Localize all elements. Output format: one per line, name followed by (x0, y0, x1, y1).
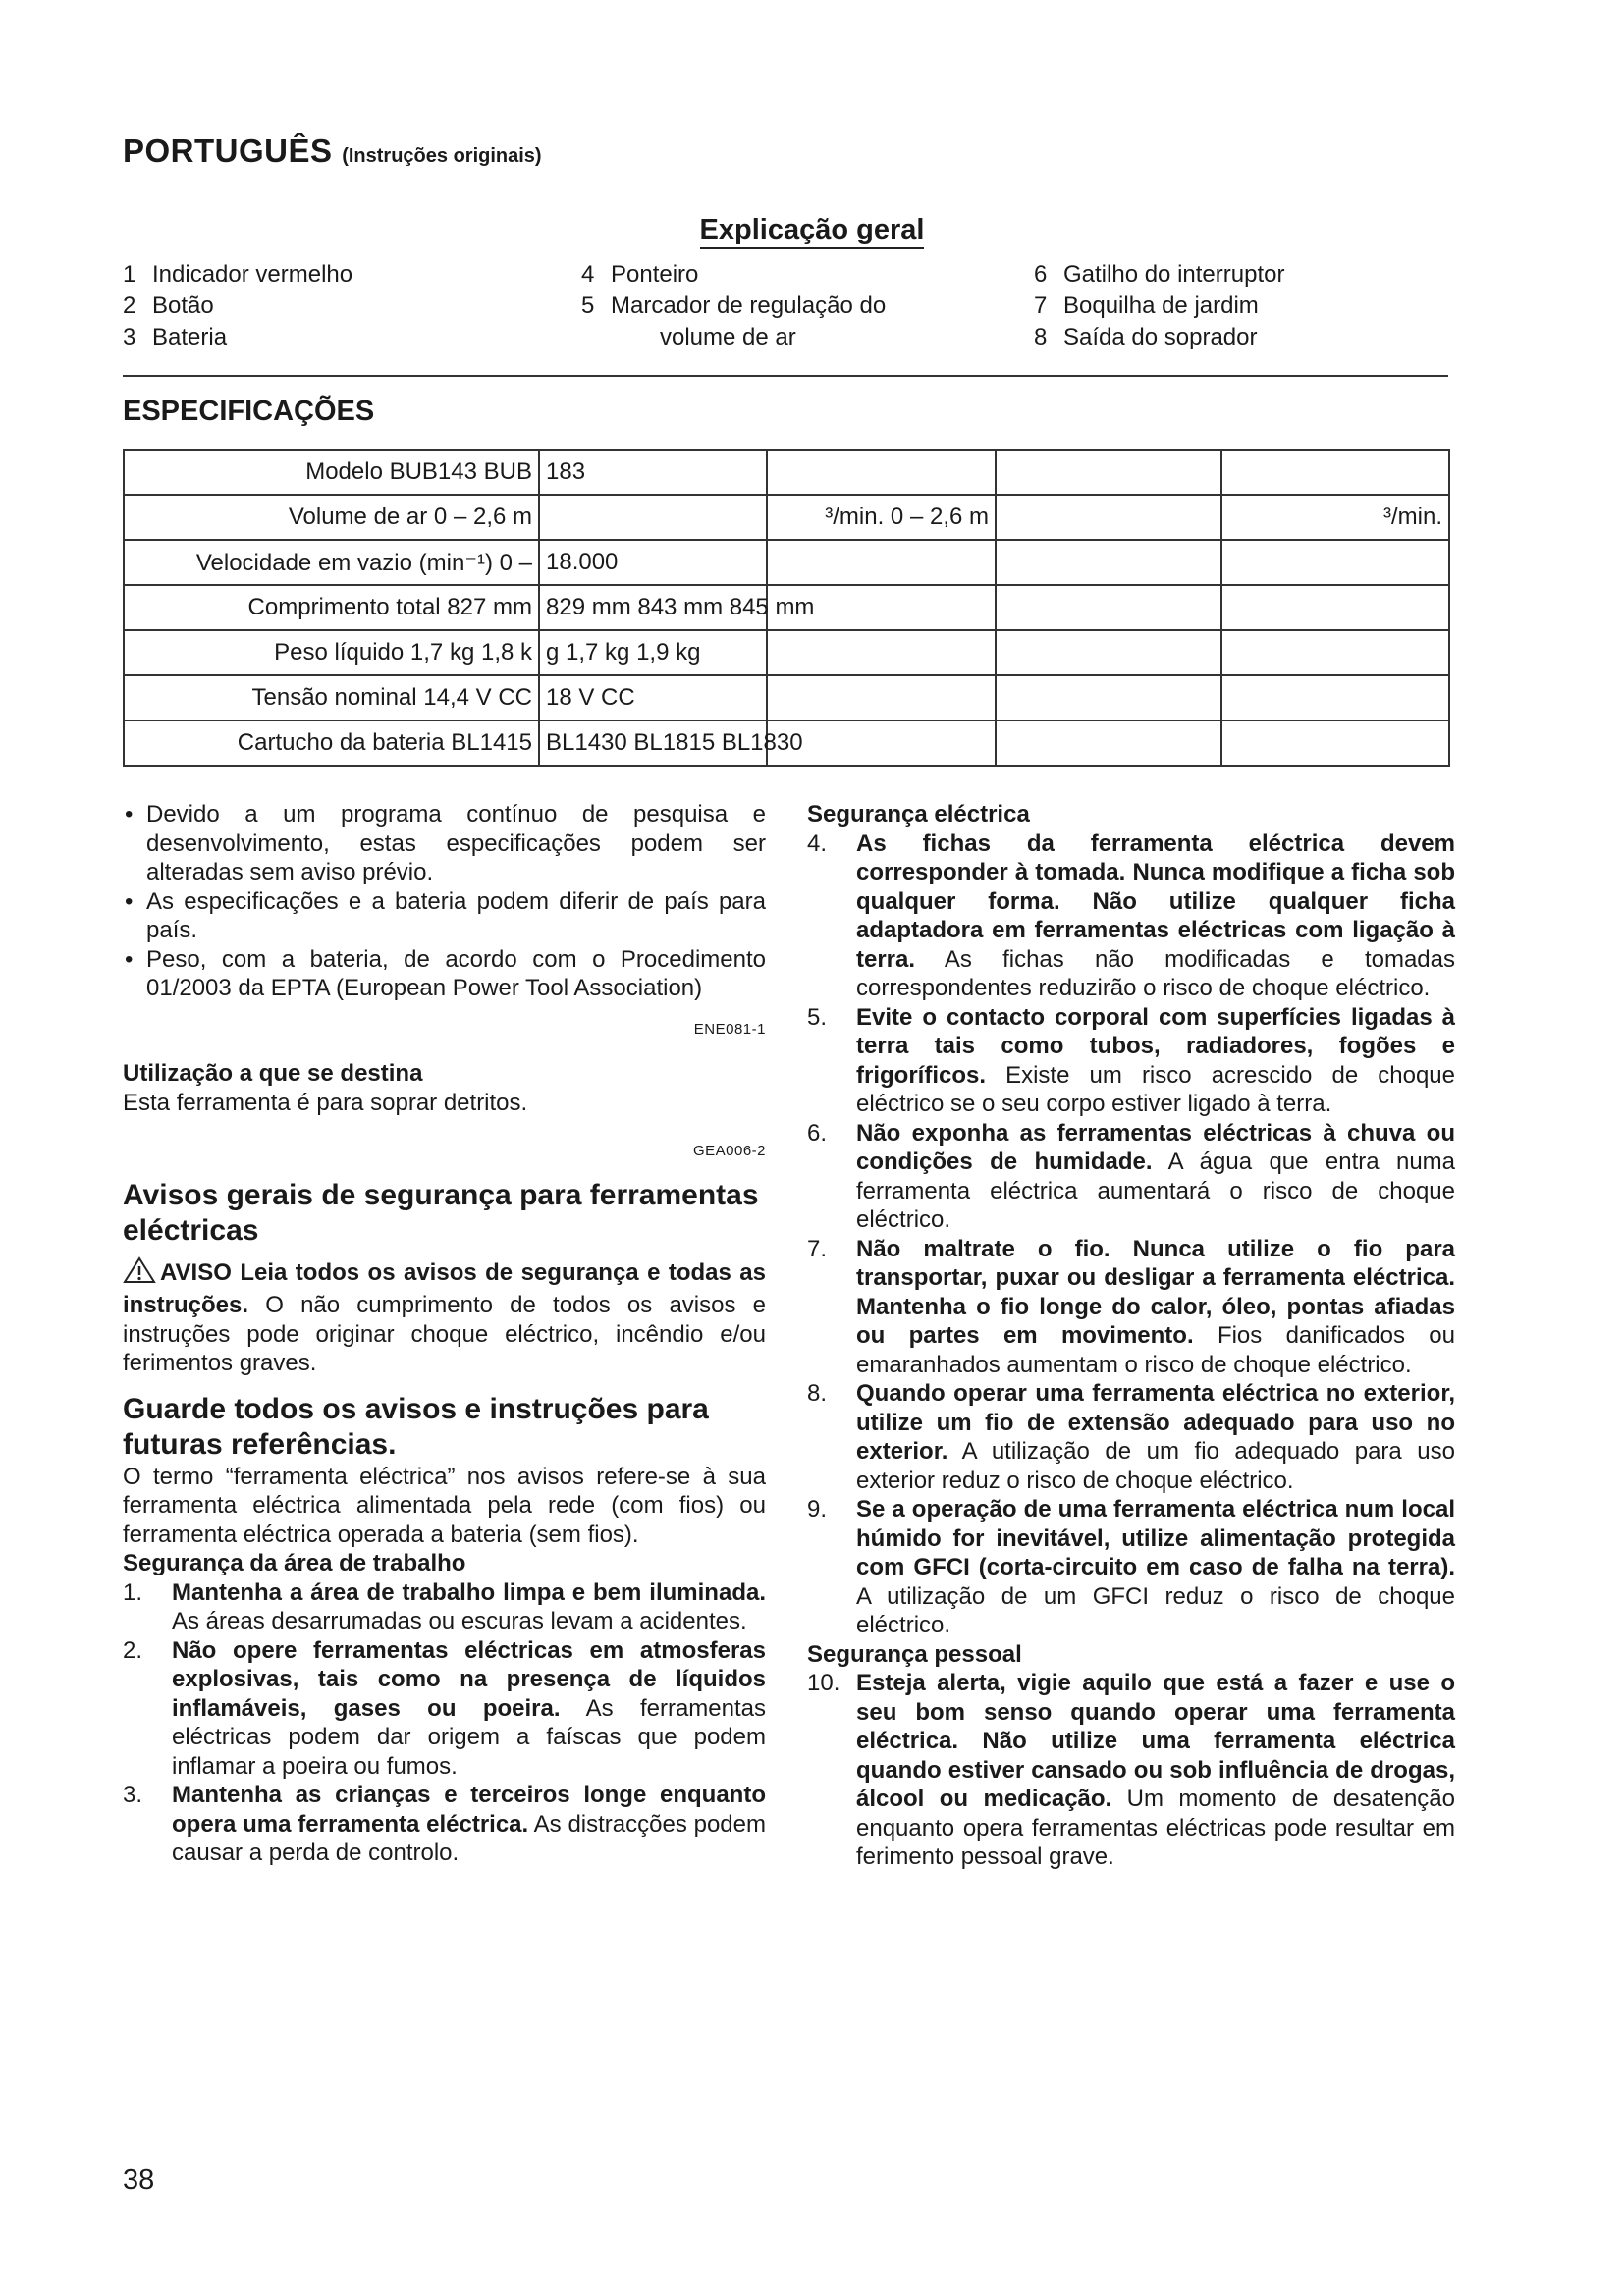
table-row: Peso líquido 1,7 kg 1,8 k g 1,7 kg 1,9 kg (124, 630, 1449, 675)
legend-item: 1 Indicador vermelho (123, 261, 353, 288)
work-area-list (123, 1578, 766, 1868)
intended-use-text: Esta ferramenta é para soprar detritos. (123, 1089, 528, 1116)
personal-safety-title: Segurança pessoal (807, 1640, 1022, 1668)
keep-instructions-heading: Guarde todos os avisos e instruções para futuras referências. (123, 1392, 709, 1461)
electrical-safety-list (807, 829, 1455, 1640)
list-item: 10. Esteja alerta, vigie aquilo que está a fazer e use o seu bom senso quando operar uma ferramenta eléctrica. Não utilize uma ferramenta eléctrica quando estiver cansado ou sob influência de drogas, álcool ou medicação. Um momento de desatenção enquanto opera ferramentas eléctricas pode resultar em ferimento pessoal grave. (807, 1670, 1455, 1870)
list-item: 9. Se a operação de uma ferramenta eléctrica num local húmido for inevitável, utilize alimentação protegida com GFCI (corta-circuito em caso de falha na terra). A utilização de um GFCI reduz o risco de choque eléctrico. (807, 1496, 1455, 1638)
page-number: 38 (123, 2164, 155, 2196)
list-item: 6. Não exponha as ferramentas eléctricas à chuva ou condições de humidade. A água que entra numa ferramenta eléctrica aumentará o risco de choque eléctrico. (807, 1119, 1456, 1233)
electrical-safety-title: Segurança eléctrica (807, 801, 1030, 828)
list-item: 5. Evite o contacto corporal com superfícies ligadas à terra tais como tubos, radiadores, fogões e frigoríficos. Existe um risco acrescido de choque eléctrico se o seu corpo estiver ligado à terra. (807, 1003, 1455, 1117)
doc-code: ENE081-1 (693, 1020, 766, 1038)
specifications-title: ESPECIFICAÇÕES (123, 396, 375, 427)
list-item: • As especificações e a bateria podem diferir de país para país. (123, 887, 766, 945)
list-item: 7. Não maltrate o fio. Nunca utilize o fio para transportar, puxar ou desligar a ferramenta eléctrica. Mantenha o fio longe do calor, óleo, pontas afiadas ou partes em movimento. Fios danificados ou emaranhados aumentam o risco de choque eléctrico. (807, 1235, 1455, 1378)
list-item: 8. Quando operar uma ferramenta eléctrica no exterior, utilize um fio de extensão adequado para uso no exterior. A utilização de um fio adequado para uso exterior reduz o risco de choque eléctrico. (807, 1380, 1455, 1494)
work-area-title: Segurança da área de trabalho (123, 1550, 466, 1576)
specifications-table (123, 449, 1450, 767)
legend-item: 4 Ponteiro (581, 261, 699, 288)
legend-item: 5 Marcador de regulação do (581, 293, 887, 319)
table-row: Cartucho da bateria BL1415 BL1430 BL1815 BL1830 (124, 721, 1449, 766)
list-item: 1. Mantenha a área de trabalho limpa e bem iluminada. As áreas desarrumadas ou escuras levam a acidentes. (123, 1578, 766, 1634)
table-row: Velocidade em vazio (min⁻¹) 0 – 18.000 (124, 540, 1449, 585)
section-divider (123, 375, 1448, 377)
personal-safety-list (807, 1669, 1455, 1872)
spec-notes-list (123, 800, 766, 1003)
general-explanation-title: Explicação geral (0, 214, 1624, 246)
legend-item: 7 Boquilha de jardim (1034, 293, 1259, 319)
warning-paragraph: AVISO Leia todos os avisos de segurança e todas as instruções. O não cumprimento de todos os avisos e instruções pode originar choque eléctrico, incêndio e/ou ferimentos graves. (123, 1256, 766, 1378)
table-row: Modelo BUB143 BUB 183 (124, 450, 1449, 495)
doc-code: GEA006-2 (692, 1143, 766, 1159)
legend-item-continued: volume de ar (660, 324, 796, 350)
list-item: • Devido a um programa contínuo de pesquisa e desenvolvimento, estas especificações podem ser alteradas sem aviso prévio. (123, 800, 766, 887)
warning-triangle-icon (123, 1256, 156, 1292)
list-item: 2. Não opere ferramentas eléctricas em atmosferas explosivas, tais como na presença de líquidos inflamáveis, gases ou poeira. As ferramentas eléctricas podem dar origem a faíscas que podem inflamar a poeira ou fumos. (123, 1636, 766, 1780)
legend-column-3 (1034, 259, 1284, 353)
list-item: • Peso, com a bateria, de acordo com o Procedimento 01/2003 da EPTA (European Power Tool Association) (123, 945, 766, 1003)
legend-column-1 (123, 259, 352, 353)
table-row: Tensão nominal 14,4 V CC 18 V CC (124, 675, 1449, 721)
list-item: 3. Mantenha as crianças e terceiros longe enquanto opera uma ferramenta eléctrica. As distracções podem causar a perda de controlo. (123, 1782, 766, 1866)
left-column (123, 800, 766, 1868)
keep-instructions-text: O termo “ferramenta eléctrica” nos avisos refere-se à sua ferramenta eléctrica alimentada pela rede (com fios) ou ferramenta eléctrica operada a bateria (sem fios). (123, 1463, 766, 1548)
table-row: Volume de ar 0 – 2,6 m ³/min. 0 – 2,6 m ³/min. (124, 495, 1449, 540)
language-title: PORTUGUÊS (123, 133, 333, 169)
safety-warnings-heading: Avisos gerais de segurança para ferramentas eléctricas (123, 1178, 759, 1247)
right-column (807, 800, 1455, 1872)
legend-item: 2 Botão (123, 293, 214, 319)
language-heading (123, 133, 542, 170)
list-item: 4. As fichas da ferramenta eléctrica devem corresponder à tomada. Nunca modifique a ficha sob qualquer forma. Não utilize qualquer ficha adaptadora em ferramentas eléctricas com ligação à terra. As fichas não modificadas e tomadas correspondentes reduzirão o risco de choque eléctrico. (807, 829, 1455, 1001)
legend-item: 3 Bateria (123, 324, 228, 350)
table-row: Comprimento total 827 mm 829 mm 843 mm 845 mm (124, 585, 1449, 630)
language-subtitle: (Instruções originais) (342, 145, 542, 167)
legend-item: 8 Saída do soprador (1034, 324, 1258, 350)
intended-use-title: Utilização a que se destina (123, 1060, 423, 1087)
legend-column-2 (581, 259, 886, 353)
legend-item: 6 Gatilho do interruptor (1034, 261, 1285, 288)
